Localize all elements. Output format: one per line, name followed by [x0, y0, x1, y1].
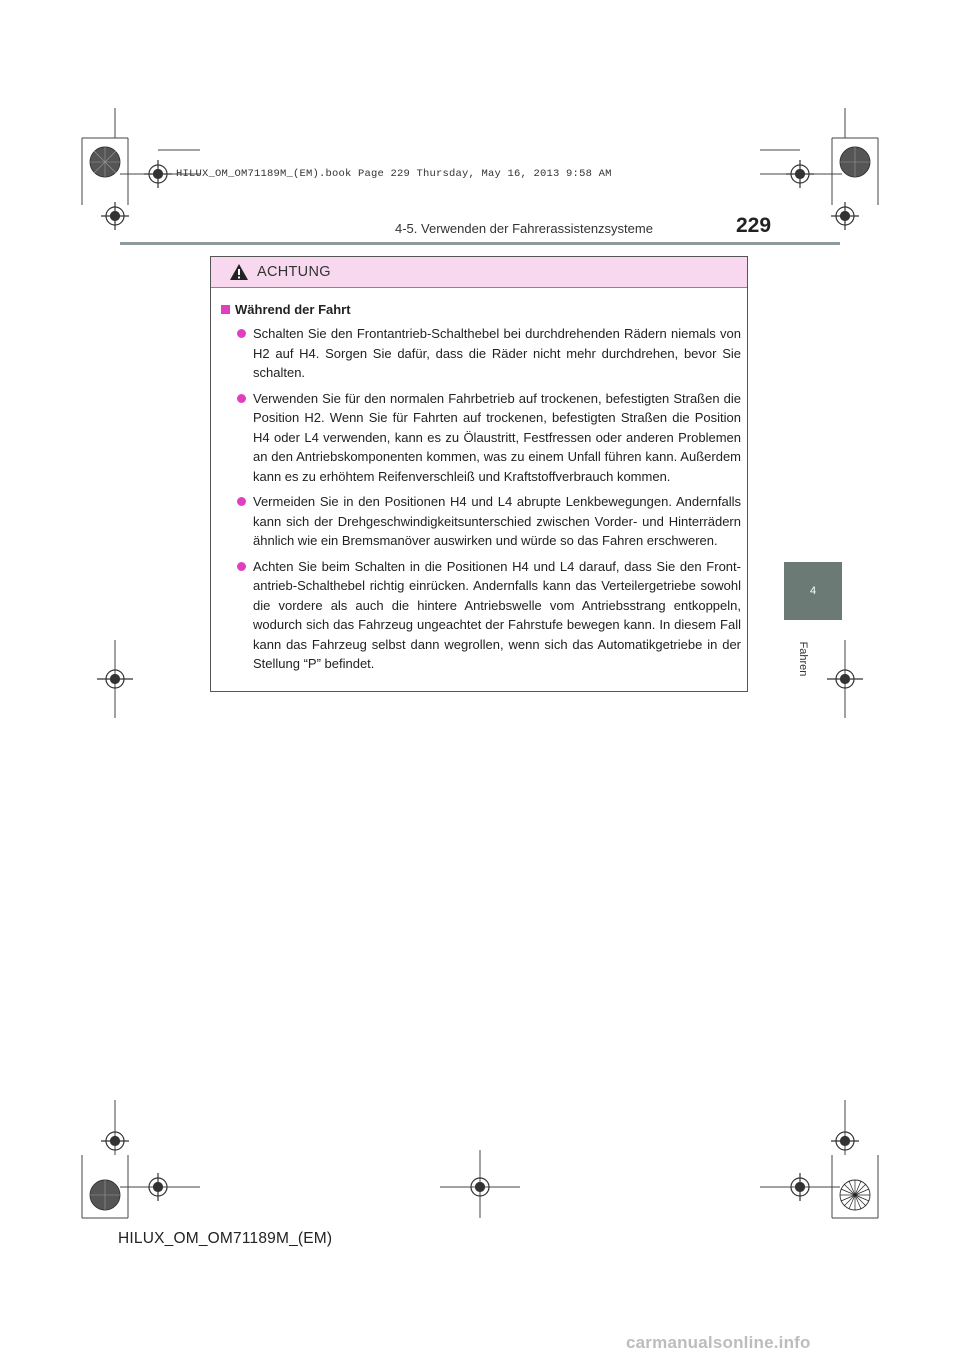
list-item: [237, 557, 741, 674]
list-item: [237, 324, 741, 383]
chapter-tab: [784, 562, 842, 620]
round-bullet-icon: [237, 562, 246, 571]
book-file-stamp: HILUX_OM_OM71189M_(EM).book Page 229 Thursday, May 16, 2013 9:58 AM: [176, 168, 612, 180]
list-item-text: Vermeiden Sie in den Positionen H4 und L4 abrupte Lenkbewegungen. Andernfalls kann sich der Drehgeschwindigkeitsunterschied zwischen Vorder- und Hinterrädern ähnlich wie ein Bremsmanöver auswirken und würde so das Fahren erschweren.: [253, 494, 741, 548]
warning-header: [211, 257, 747, 288]
warning-box: [210, 256, 748, 692]
round-bullet-icon: [237, 394, 246, 403]
round-bullet-icon: [237, 497, 246, 506]
list-item-text: Achten Sie beim Schalten in die Positionen H4 und L4 darauf, dass Sie den Frontantrieb-Schalthebel richtig einrücken. Andernfalls kann das Verteilergetriebe sowohl die vordere als auch die hintere Antriebswelle vom Antriebsstrang entkoppeln, wodurch sich das Fahrzeug ungeachtet der Fahrstufe bewegen kann. In diesem Fall kann das Fahrzeug selbst dann wegrollen, wenn sich das Automatikgetriebe in der Stellung “P” befindet.: [253, 558, 741, 671]
round-bullet-icon: [237, 329, 246, 338]
warning-body: [211, 288, 747, 674]
list-item-text: Schalten Sie den Frontantrieb-Schalthebel bei durchdrehenden Rädern niemals von H2 auf H4. Sorgen Sie dafür, dass die Räder nicht mehr durchdrehen, bevor Sie schalten.: [253, 326, 741, 380]
chapter-label: Fahren: [797, 641, 809, 677]
list-item: [237, 492, 741, 551]
page-number: 229: [736, 214, 772, 237]
site-watermark: carmanualsonline.info: [626, 1333, 811, 1352]
section-title: 4-5. Verwenden der Fahrerassistenzsysteme: [395, 221, 653, 236]
warning-triangle-icon: [229, 263, 249, 281]
list-item: [237, 389, 741, 487]
header-rule: [120, 242, 840, 245]
subheading-text: Während der Fahrt: [235, 302, 351, 317]
list-item-text: Verwenden Sie für den normalen Fahrbetrieb auf trockenen, befestigten Straßen die Position H2. Wenn Sie für Fahrten auf trockenen, befestigten Straßen die Position H4 oder L4 verwenden, kann es zu Ölaustritt, Festfressen oder anderen Problemen an den Antriebskomponenten kommen, was zu einem Unfall führen kann. Außerdem kann es zu erhöhtem Reifenverschleiß und Kraftstoffverbrauch kommen.: [253, 390, 741, 484]
warning-title: ACHTUNG: [257, 264, 331, 280]
square-bullet-icon: [221, 305, 230, 314]
warning-subheading: [221, 302, 741, 317]
chapter-number: 4: [809, 585, 817, 597]
document-code: HILUX_OM_OM71189M_(EM): [118, 1230, 333, 1247]
